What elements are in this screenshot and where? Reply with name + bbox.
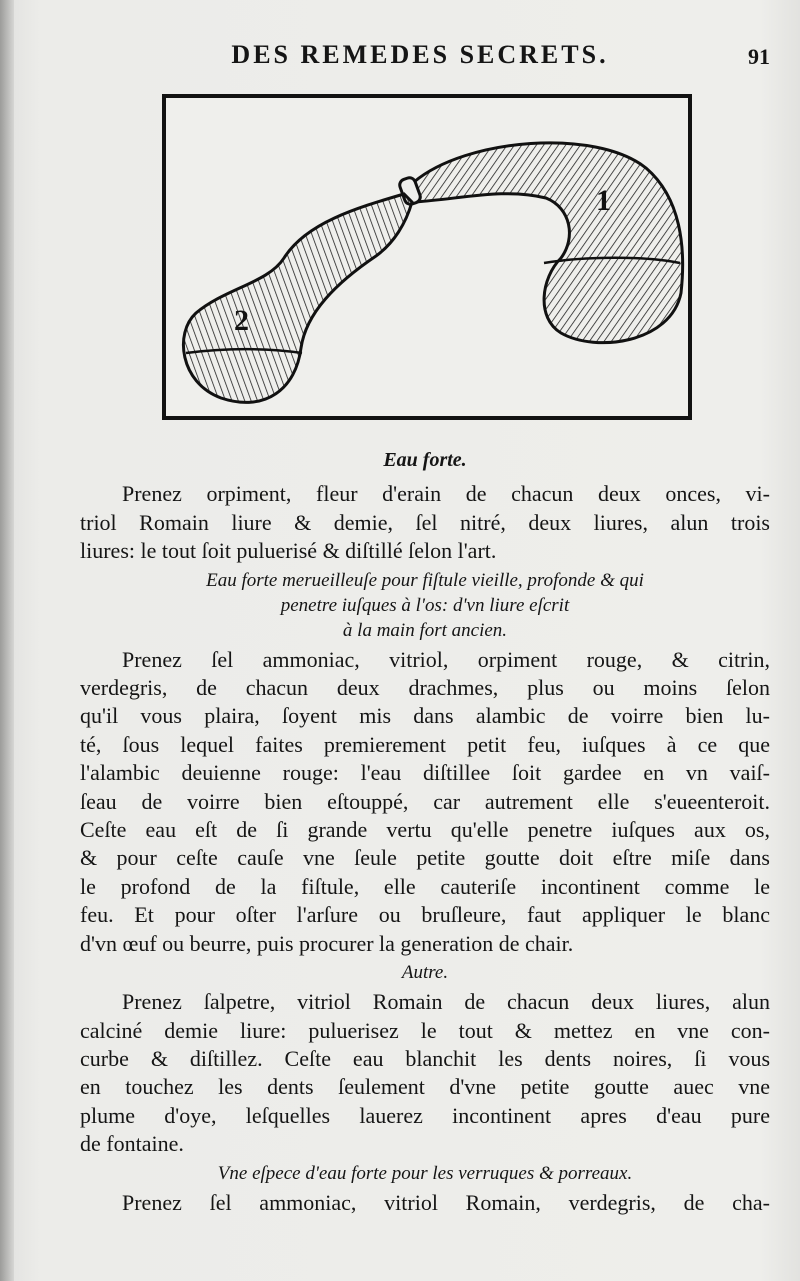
subtitle-line: à la main fort ancien. [342,619,508,641]
text-line: l'alambic deuienne rouge: l'eau diſtillee ſoit gardee en vn vaiſ- [80,760,770,786]
running-head: DES REMEDES SECRETS. [231,40,609,69]
paragraph-eau-forte [80,480,770,565]
text-line: té, ſous lequel faites premierement petit feu, iuſques à ce que [80,731,770,757]
text-line: ſeau de voirre bien eſtouppé, car autrement elle s'eueenteroit. [80,788,770,814]
text-line: d'vn œuf ou beurre, puis procurer la generation de chair. [80,930,574,956]
paragraph-autre [80,988,770,1158]
woodcut-figure [162,94,692,420]
retort-apparatus-illustration [166,98,688,416]
section-title-fistule [80,568,770,643]
text-line: Ceſte eau eſt de ſi grande vertu qu'elle penetre iuſques aux os, [80,817,770,843]
page-gutter-shadow [0,0,14,1281]
text-line: calciné demie liure: puluerisez le tout & mettez en vne con- [80,1017,770,1043]
text-line: triol Romain liure & demie, ſel nitré, deux liures, alun trois [80,509,770,535]
vessel-label-2: 2 [234,304,249,337]
text-line: & pour ceſte cauſe vne ſeule petite goutte doit eſtre miſe dans [80,845,770,871]
subtitle-line: penetre iuſques à l'os: d'vn liure eſcrit [280,594,570,616]
text-line: plume d'oye, leſquelles lauerez incontinent apres d'eau pure [80,1102,770,1128]
vessel-2 [183,194,412,402]
text-line: Prenez ſel ammoniac, vitriol, orpiment rouge, & citrin, [122,646,770,672]
text-line: Prenez ſel ammoniac, vitriol Romain, verdegris, de cha- [122,1189,770,1215]
section-title-verruques: Vne eſpece d'eau forte pour les verruques & porreaux. [217,1162,633,1184]
text-line: qu'il vous plaira, ſoyent mis dans alambic de voirre bien lu- [80,703,770,729]
section-title-eau-forte: Eau forte. [383,449,467,471]
text-line: feu. Et pour oſter l'arſure ou bruſleure, faut appliquer le blanc [80,902,770,928]
page-number: 91 [748,44,770,69]
paragraph-fistule [80,646,770,958]
page-text [80,446,770,1217]
text-line: le profond de la fiſtule, elle cauteriſe incontinent comme le [80,873,770,899]
vessel-label-1: 1 [596,184,611,217]
text-line: verdegris, de chacun deux drachmes, plus ou moins ſelon [80,675,770,701]
text-line: de fontaine. [80,1131,184,1157]
text-line: Prenez orpiment, fleur d'erain de chacun deux onces, vi- [122,481,770,507]
text-line: Prenez ſalpetre, vitriol Romain de chacun deux liures, alun [122,989,770,1015]
text-line: curbe & diſtillez. Ceſte eau blanchit les dents noires, ſi vous [80,1045,770,1071]
subtitle-line: Eau forte merueilleuſe pour fiſtule vieille, profonde & qui [206,569,644,591]
text-line: liures: le tout ſoit puluerisé & diſtillé ſelon l'art. [80,538,497,564]
paragraph-verruques [80,1189,770,1217]
vessel-1 [414,143,683,343]
section-title-autre: Autre. [401,962,449,984]
text-line: en touchez les dents ſeulement d'vne petite goutte auec vne [80,1074,770,1100]
